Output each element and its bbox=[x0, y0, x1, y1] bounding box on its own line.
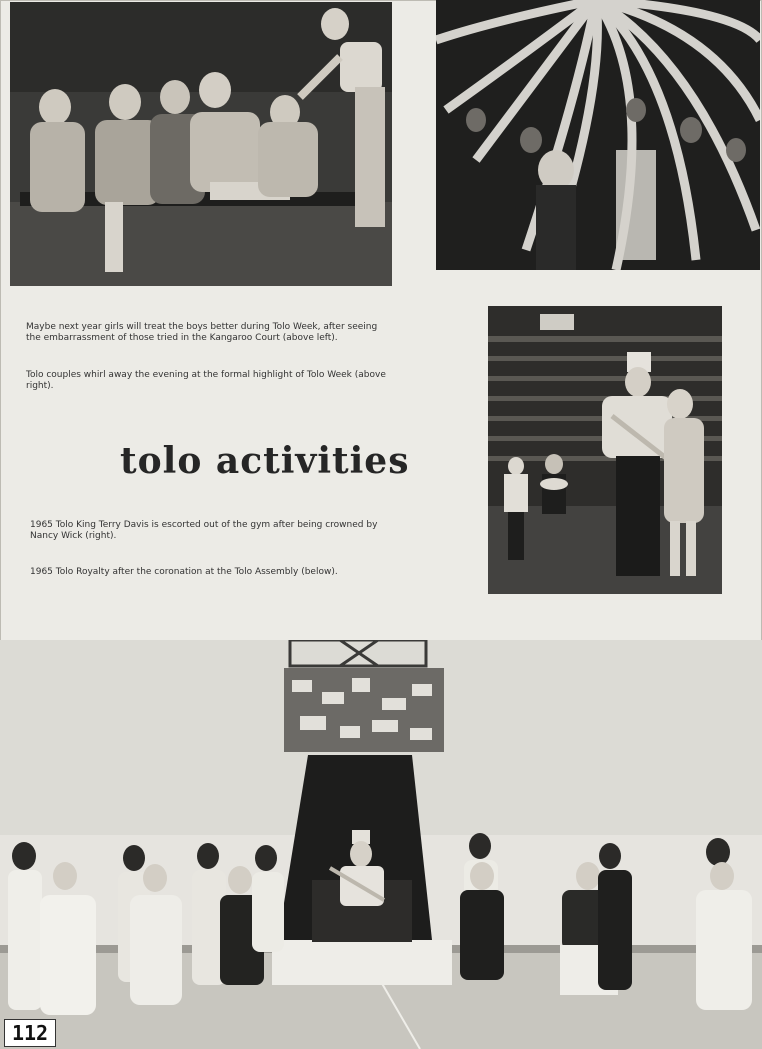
caption-royalty: 1965 Tolo Royalty after the coronation at the Tolo Assembly (below). bbox=[30, 567, 338, 577]
page-number: 112 bbox=[4, 1019, 56, 1047]
caption-king-escorted: 1965 Tolo King Terry Davis is escorted out of the gym after being crowned by Nancy Wick (right). bbox=[30, 520, 378, 541]
formal-dance-photo bbox=[436, 0, 760, 270]
kangaroo-court-photo bbox=[10, 2, 392, 286]
tolo-king-photo bbox=[488, 306, 722, 594]
caption-formal-dance: Tolo couples whirl away the evening at the formal highlight of Tolo Week (above right). bbox=[26, 370, 386, 391]
page-title: tolo activities bbox=[120, 440, 410, 482]
tolo-royalty-photo bbox=[0, 640, 762, 1049]
caption-kangaroo-court: Maybe next year girls will treat the boys better during Tolo Week, after seeing the embarrassment of those tried in the Kangaroo Court (above left). bbox=[26, 322, 378, 343]
